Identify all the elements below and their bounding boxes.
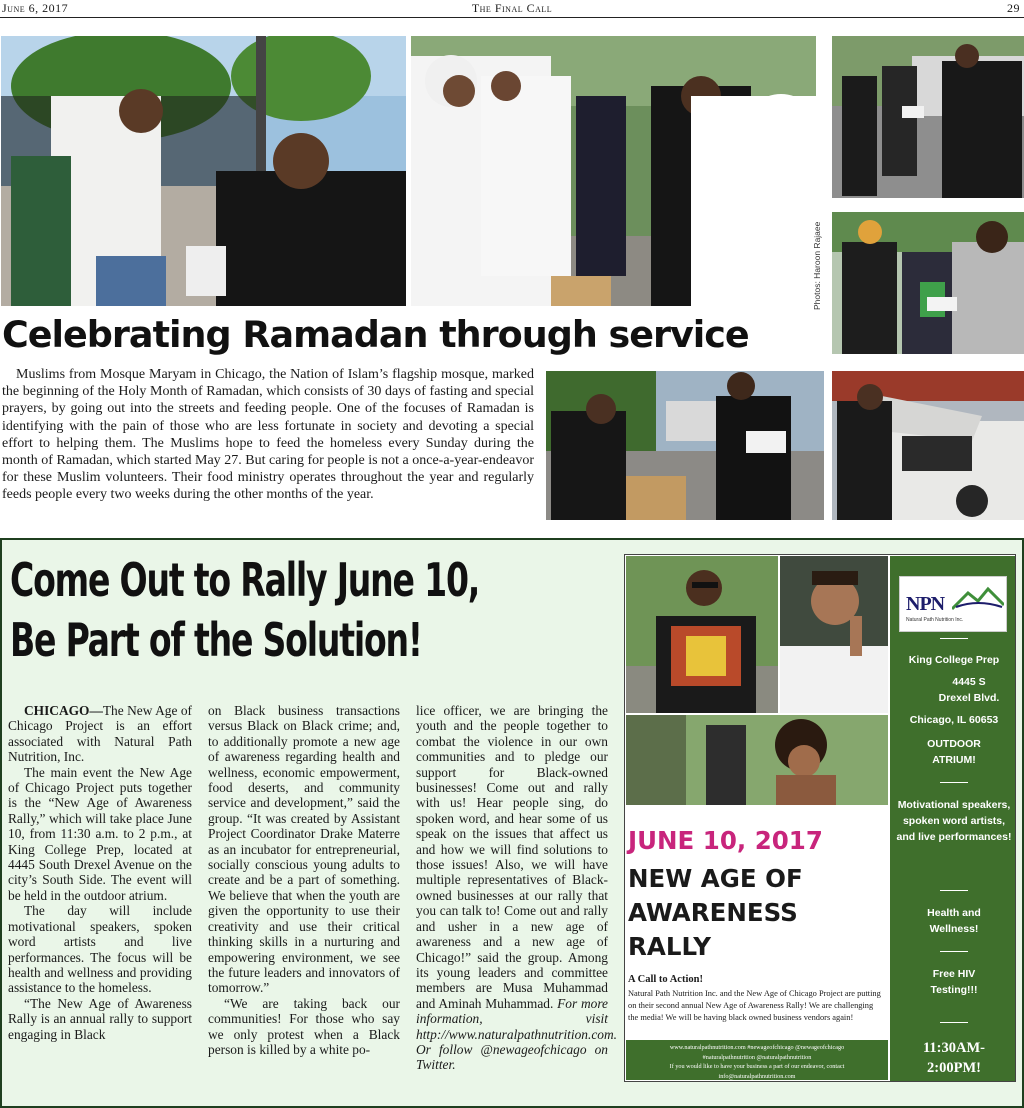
photo-street-group: [832, 36, 1024, 198]
rally-headline: Come Out to Rally June 10, Be Part of the Solution!: [10, 553, 480, 667]
flyer-city: Chicago, IL 60653: [909, 714, 999, 726]
story-body: Muslims from Mosque Maryam in Chicago, the Nation of Islam’s flagship mosque, marked the beginning of the Holy Month of Ramadan, which consists of 30 days of fasting and special prayers, by going out into the streets and feeding people. One of the focuses of Ramadan is identifying with the pain of those who are less fortunate in society and devoting a special effort to helping them. The Muslims hope to feed the homeless every Sunday during the month of Ramadan, which started May 27. But caring for people is not a once-a-year-endeavor for these Muslim volunteers. Their food ministry operates throughout the year and regularly feeds people every two weeks during the other months of the year.: [2, 367, 534, 503]
issue-date: June 6, 2017: [2, 1, 69, 15]
flyer-divider: [940, 782, 968, 783]
photo-car-hood: [832, 371, 1024, 520]
flyer-title: NEW AGE OF AWARENESS RALLY: [628, 864, 803, 961]
photo-food-handout: [832, 212, 1024, 354]
flyer-divider: [940, 1022, 968, 1023]
page-number: 29: [1007, 1, 1020, 15]
photo-handshake: [1, 36, 406, 306]
rally-column-1: CHICAGO—The New Age of Chicago Project is an effort associated with Natural Path Nutrition, Inc. The main event the New Age of Chicago Project puts together is the “New Age of Awareness Rally,” which will take place June 10, from 11:30 a.m. to 2 p.m., at King College Prep, located at 4445 South Drexel Avenue on the city’s South Side. The event will be held in the outdoor atrium. The day will include motivational speakers, spoken word artists and live performances. The focus will be health and wellness and providing assistance to the homeless. “The New Age of Awareness Rally is an annual rally to support engaging in Black: [8, 703, 192, 1042]
flyer-venue: King College Prep: [908, 654, 1000, 666]
publication-name: The Final Call: [471, 1, 553, 15]
flyer-divider: [940, 638, 968, 639]
flyer-time: 11:30AM- 2:00PM!: [922, 1040, 985, 1076]
flyer-street: 4445 S Drexel Blvd.: [938, 676, 1000, 704]
flyer-photo-speaker: [626, 556, 778, 713]
flyer-photo-young-man: [780, 556, 888, 713]
flyer-call-to-action: A Call to Action!: [628, 974, 703, 985]
flyer-divider: [940, 951, 968, 952]
npn-logo: NPN Natural Path Nutrition Inc.: [899, 576, 1007, 632]
flyer-divider: [940, 890, 968, 891]
mountain-icon: [952, 585, 1004, 611]
flyer-photo-singer: [626, 715, 888, 805]
rally-column-3: lice officer, we are bringing the youth and the people together to combat the violence in our own communities and to pledge our support for Black-owned businesses! Come out and rally with us! Hear people sing, do spoken word, and hear some of us speak on the issues that affect us and how we will find solutions to those issues! Also, we will have multiple representatives of Black-owned businesses at our rally that you can talk to! Come out and rally and usher in a new age of awareness and a new age of Chicago!” said the group. Among its young leaders and committee members are Musa Muhammad and Aminah Muhammad. For more information, visit http://www.naturalpathnutrition.com. Or follow @newageofchicago on Twitter.: [416, 703, 617, 1073]
rally-column-2: on Black business transactions versus Black on Black crime; and, to additionally promote a new age of awareness regarding health and wellness, economic empowerment, food deserts, and community service and development,” said the group. “It was created by Assistant Project Coordinator Drake Materre as an incubator for entrepreneurial, socially conscious young adults to create and be a part of something. We believe that when the youth are given the opportunity to use their creativity and use their critical thinking skills in a nurturing and empowering environment, we see the future leaders and innovators of tomorrow.” “We are taking back our communities! For those who say we only protest when a Black person is killed by a white po-: [208, 703, 400, 1057]
flyer-footer: www.naturalpathnutrition.com #newageofchicago @newageofchicago #naturalpathnutrition @naturalpathnutrition If you would like to have your business a part of our endeavor, contact info@naturalpathnutrition.com: [626, 1040, 888, 1080]
flyer-body: Natural Path Nutrition Inc. and the New Age of Chicago Project are putting on their second annual New Age of Awareness Rally! We are challenging the media! We will be having black owned business vendors again!: [628, 989, 881, 1023]
flyer-testing: Free HIV Testing!!!: [930, 968, 978, 996]
photo-credit: Photos: Haroon Rajaee: [812, 221, 822, 310]
flyer-location: OUTDOOR ATRIUM!: [927, 738, 981, 766]
flyer-date: JUNE 10, 2017: [628, 826, 823, 855]
photo-sidewalk-giving: [546, 371, 824, 520]
more-info: For more information, visit http://www.naturalpathnutrition.com. Or follow @newageofchicago on Twitter.: [416, 995, 617, 1073]
flyer-health: Health and Wellness!: [927, 907, 981, 935]
story-headline: Celebrating Ramadan through service: [2, 313, 749, 356]
photo-sisters-serving: [411, 36, 816, 306]
dateline: CHICAGO—: [24, 703, 103, 718]
page-header: [0, 0, 1024, 18]
flyer-lineup: Motivational speakers, spoken word artists, and live performances!: [896, 799, 1012, 843]
